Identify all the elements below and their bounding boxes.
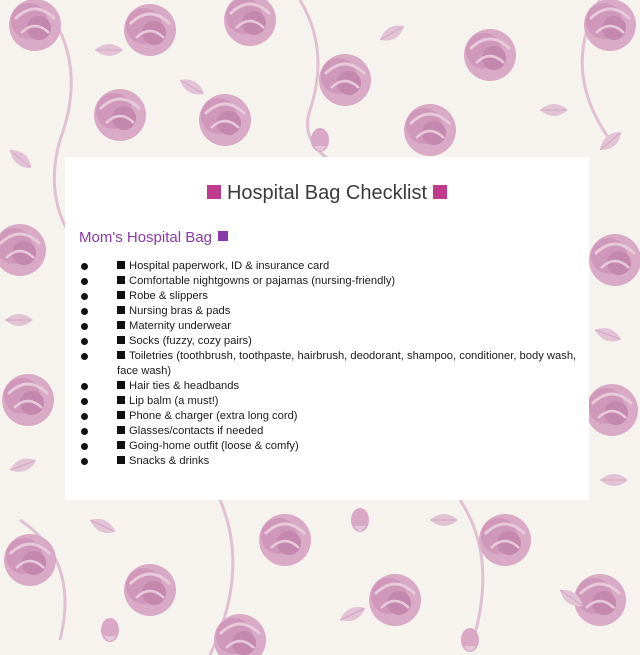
bullet-dot-icon <box>81 413 88 420</box>
checklist <box>79 259 579 469</box>
page-title <box>65 182 589 205</box>
section-heading <box>79 229 228 246</box>
list-item-text: Snacks & drinks <box>129 455 210 467</box>
bullet-dot-icon <box>81 398 88 405</box>
list-item-text: Nursing bras & pads <box>129 305 231 317</box>
bullet-dot-icon <box>81 383 88 390</box>
list-item-text: Hair ties & headbands <box>129 380 240 392</box>
list-item-text: Robe & slippers <box>129 290 208 302</box>
bullet-dot-icon <box>81 458 88 465</box>
list-item <box>79 349 579 379</box>
bullet-dot-icon <box>81 323 88 330</box>
bullet-dot-icon <box>81 443 88 450</box>
list-item-text: Maternity underwear <box>129 320 231 332</box>
bullet-dot-icon <box>81 263 88 270</box>
bullet-dot-icon <box>81 293 88 300</box>
square-bullet-icon <box>117 351 125 359</box>
bullet-dot-icon <box>81 353 88 360</box>
list-item <box>79 439 579 454</box>
list-item-text: Socks (fuzzy, cozy pairs) <box>129 335 252 347</box>
title-text: Hospital Bag Checklist <box>226 182 428 204</box>
list-item-text: Toiletries (toothbrush, toothpaste, hairbrush, deodorant, shampoo, conditioner, body wash, face wash) <box>117 350 577 377</box>
square-bullet-icon <box>207 185 221 199</box>
list-item <box>79 394 579 409</box>
list-item <box>79 319 579 334</box>
square-bullet-icon <box>117 291 125 299</box>
list-item <box>79 409 579 424</box>
list-item <box>79 424 579 439</box>
list-item <box>79 334 579 349</box>
bullet-dot-icon <box>81 308 88 315</box>
square-bullet-icon <box>117 426 125 434</box>
square-bullet-icon <box>117 411 125 419</box>
list-item-text: Comfortable nightgowns or pajamas (nursing-friendly) <box>129 275 396 287</box>
checklist-card <box>65 157 589 500</box>
list-item <box>79 379 579 394</box>
square-bullet-icon <box>117 336 125 344</box>
square-bullet-icon <box>117 261 125 269</box>
list-item-text: Going-home outfit (loose & comfy) <box>129 440 299 452</box>
square-bullet-icon <box>433 185 447 199</box>
list-item-text: Phone & charger (extra long cord) <box>129 410 298 422</box>
square-bullet-icon <box>117 276 125 284</box>
list-item <box>79 289 579 304</box>
list-item-text: Lip balm (a must!) <box>129 395 219 407</box>
square-bullet-icon <box>117 456 125 464</box>
list-item <box>79 304 579 319</box>
square-bullet-icon <box>117 381 125 389</box>
list-item-text: Hospital paperwork, ID & insurance card <box>129 260 330 272</box>
section-heading-text: Mom's Hospital Bag <box>79 229 212 246</box>
list-item-text: Glasses/contacts if needed <box>129 425 264 437</box>
bullet-dot-icon <box>81 338 88 345</box>
list-item <box>79 454 579 469</box>
bullet-dot-icon <box>81 428 88 435</box>
bullet-dot-icon <box>81 278 88 285</box>
square-bullet-icon <box>117 441 125 449</box>
square-bullet-icon <box>117 321 125 329</box>
square-bullet-icon <box>218 231 228 241</box>
list-item <box>79 274 579 289</box>
square-bullet-icon <box>117 396 125 404</box>
square-bullet-icon <box>117 306 125 314</box>
list-item <box>79 259 579 274</box>
